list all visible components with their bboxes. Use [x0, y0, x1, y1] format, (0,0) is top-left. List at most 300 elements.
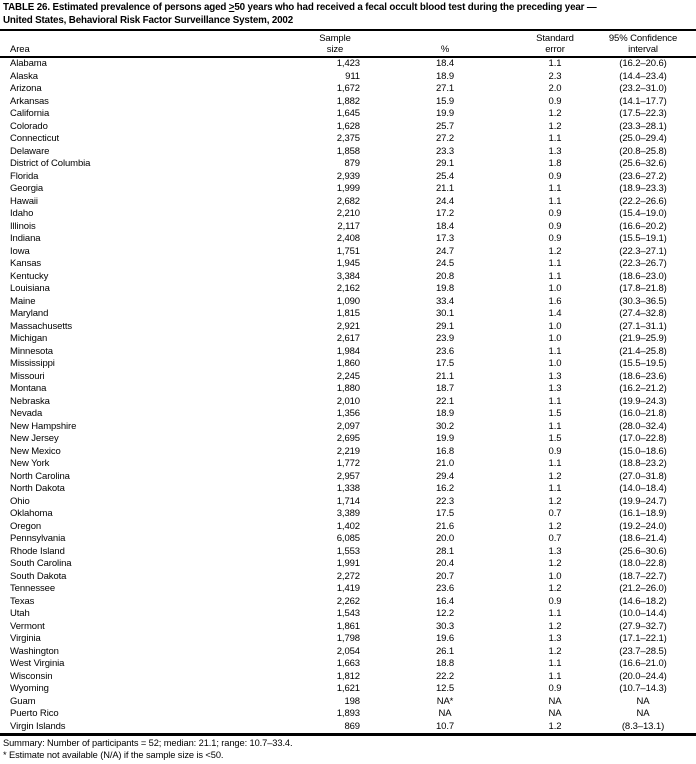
percent-cell: 26.1: [435, 645, 455, 657]
sample-size-cell: 1,858: [336, 145, 360, 157]
sample-size-cell: 1,672: [336, 83, 360, 94]
title-line-2: United States, Behavioral Risk Factor Surveillance System, 2002: [3, 14, 294, 26]
table-row: [0, 558, 696, 571]
area-cell: Oregon: [10, 520, 42, 532]
area-cell: Connecticut: [10, 133, 60, 144]
standard-error-cell: 1.2: [548, 520, 562, 532]
confidence-interval-cell: (23.2–31.0): [619, 83, 667, 94]
area-cell: Tennessee: [10, 583, 56, 594]
percent-cell: 18.7: [435, 383, 455, 394]
sample-size-cell: 2,219: [336, 445, 360, 457]
standard-error-cell: 1.1: [548, 195, 562, 207]
standard-error-cell: 0.9: [548, 683, 562, 694]
confidence-interval-cell: (15.5–19.1): [619, 233, 667, 244]
table-row: [0, 57, 696, 71]
confidence-interval-cell: (30.3–36.5): [619, 295, 667, 307]
area-cell: Illinois: [10, 220, 36, 232]
confidence-interval-cell: (22.3–27.1): [619, 245, 667, 257]
percent-cell: 22.1: [435, 395, 455, 407]
confidence-interval-cell: (27.1–31.1): [619, 320, 667, 332]
confidence-interval-cell: (15.4–19.0): [619, 208, 667, 219]
confidence-interval-cell: (14.0–18.4): [619, 483, 667, 494]
percent-cell: 17.3: [435, 233, 455, 244]
table-row: [0, 721, 696, 735]
area-cell: Virginia: [10, 633, 41, 644]
standard-error-cell: 1.2: [548, 645, 562, 657]
area-cell: Iowa: [10, 245, 30, 257]
table-row: [0, 471, 696, 484]
table-row: [0, 608, 696, 621]
percent-cell: 27.2: [435, 133, 455, 144]
standard-error-cell: 1.1: [548, 670, 562, 682]
sample-size-cell: 2,117: [337, 220, 360, 232]
percent-cell: 18.4: [435, 220, 455, 232]
table-row: [0, 696, 696, 709]
sample-size-cell: 911: [345, 70, 360, 82]
percent-cell: 21.6: [435, 520, 455, 532]
standard-error-cell: 0.7: [548, 533, 562, 544]
area-cell: Hawaii: [10, 195, 38, 207]
table-row: [0, 383, 696, 396]
sample-size-cell: 1,880: [336, 383, 360, 394]
greater-equal-symbol: >: [228, 2, 235, 13]
confidence-interval-cell: (14.6–18.2): [619, 595, 667, 607]
standard-error-cell: 1.8: [548, 158, 562, 169]
sample-size-cell: 1,860: [336, 358, 360, 369]
standard-error-cell: 0.9: [548, 445, 562, 457]
area-cell: Washington: [10, 645, 59, 657]
sample-size-cell: 3,389: [336, 508, 360, 519]
col-header-sample-line2: size: [326, 44, 344, 55]
standard-error-cell: 1.1: [548, 58, 562, 69]
table-row: [0, 83, 696, 96]
summary-note: Summary: Number of participants = 52; median: 21.1; range: 10.7–33.4.: [3, 738, 293, 748]
sample-size-cell: 1,663: [336, 658, 360, 669]
confidence-interval-cell: (21.2–26.0): [619, 583, 667, 594]
percent-cell: 19.8: [435, 283, 455, 294]
table-row: [0, 708, 696, 721]
standard-error-cell: 1.1: [548, 133, 562, 144]
area-cell: Minnesota: [10, 345, 53, 357]
area-cell: Delaware: [10, 145, 50, 157]
sample-size-cell: 1,999: [336, 183, 360, 194]
sample-size-cell: 1,714: [336, 495, 360, 507]
area-cell: Colorado: [10, 120, 48, 132]
standard-error-cell: 0.7: [548, 508, 562, 519]
sample-size-cell: 1,423: [336, 58, 360, 69]
area-cell: Kentucky: [10, 270, 49, 282]
confidence-interval-cell: NA: [636, 708, 650, 719]
area-cell: Georgia: [10, 183, 44, 194]
table-row: [0, 371, 696, 384]
sample-size-cell: 1,751: [336, 245, 360, 257]
confidence-interval-cell: (27.0–31.8): [619, 470, 667, 482]
confidence-interval-cell: (16.2–20.6): [619, 58, 667, 69]
sample-size-cell: 1,861: [336, 620, 360, 632]
percent-cell: 17.5: [435, 508, 455, 519]
table-row: [0, 658, 696, 671]
table-row: [0, 396, 696, 409]
confidence-interval-cell: NA: [636, 695, 650, 707]
standard-error-cell: NA: [548, 695, 562, 707]
area-cell: Ohio: [10, 495, 30, 507]
sample-size-cell: 198: [344, 695, 360, 707]
table-title: [0, 2, 696, 31]
percent-cell: NA*: [436, 695, 454, 707]
col-header-percent: %: [370, 31, 520, 57]
standard-error-cell: 0.9: [548, 595, 562, 607]
sample-size-cell: 2,097: [336, 420, 360, 432]
table-row: [0, 171, 696, 184]
area-cell: New Mexico: [10, 445, 61, 457]
percent-cell: 17.2: [435, 208, 455, 219]
table-row: [0, 358, 696, 371]
percent-cell: 21.1: [435, 183, 455, 194]
standard-error-cell: 1.1: [548, 183, 562, 194]
table-row: [0, 146, 696, 159]
confidence-interval-cell: (23.6–27.2): [619, 170, 667, 182]
confidence-interval-cell: (21.9–25.9): [619, 333, 667, 344]
area-cell: Puerto Rico: [10, 708, 59, 719]
sample-size-cell: 2,162: [336, 283, 360, 294]
table-row: [0, 508, 696, 521]
percent-cell: 16.8: [435, 445, 455, 457]
area-cell: Massachusetts: [10, 320, 73, 332]
standard-error-cell: 1.2: [548, 245, 562, 257]
confidence-interval-cell: (18.9–23.3): [619, 183, 667, 194]
table-row: [0, 421, 696, 434]
confidence-interval-cell: (14.1–17.7): [619, 95, 667, 107]
sample-size-cell: 1,402: [336, 520, 360, 532]
sample-size-cell: 2,245: [336, 370, 360, 382]
prevalence-table: [0, 31, 696, 736]
table-row: [0, 596, 696, 609]
area-cell: Idaho: [10, 208, 34, 219]
confidence-interval-cell: (17.8–21.8): [619, 283, 667, 294]
sample-size-cell: 2,210: [336, 208, 360, 219]
area-cell: Missouri: [10, 370, 45, 382]
confidence-interval-cell: (22.2–26.6): [619, 195, 667, 207]
sample-size-cell: 869: [300, 721, 370, 735]
standard-error-cell: 1.1: [548, 395, 562, 407]
confidence-interval-cell: (8.3–13.1): [590, 721, 696, 735]
standard-error-cell: 1.4: [548, 308, 562, 319]
standard-error-cell: 2.3: [548, 70, 562, 82]
percent-cell: 23.3: [435, 145, 455, 157]
sample-size-cell: 1,628: [336, 120, 360, 132]
confidence-interval-cell: (18.8–23.2): [619, 458, 667, 469]
standard-error-cell: 1.2: [520, 721, 590, 735]
area-cell: North Carolina: [10, 470, 70, 482]
confidence-interval-cell: (18.6–23.0): [619, 270, 667, 282]
standard-error-cell: 0.9: [548, 170, 562, 182]
area-cell: North Dakota: [10, 483, 65, 494]
percent-cell: NA: [438, 708, 452, 719]
area-cell: Texas: [10, 595, 35, 607]
area-cell: Nevada: [10, 408, 43, 419]
sample-size-cell: 2,921: [336, 320, 360, 332]
percent-cell: 17.5: [435, 358, 455, 369]
standard-error-cell: 2.0: [548, 83, 562, 94]
table-row: [0, 233, 696, 246]
standard-error-cell: 1.0: [548, 333, 562, 344]
percent-cell: 16.4: [435, 595, 455, 607]
percent-cell: 18.8: [435, 658, 455, 669]
area-cell: Florida: [10, 170, 39, 182]
standard-error-cell: 1.1: [548, 345, 562, 357]
confidence-interval-cell: (18.0–22.8): [619, 558, 667, 569]
percent-cell: 29.4: [435, 470, 455, 482]
percent-cell: 29.1: [435, 158, 455, 169]
confidence-interval-cell: (18.6–21.4): [619, 533, 667, 544]
percent-cell: 25.4: [435, 170, 455, 182]
standard-error-cell: 1.2: [548, 583, 562, 594]
standard-error-cell: 1.3: [548, 545, 562, 557]
area-cell: Arizona: [10, 83, 42, 94]
standard-error-cell: NA: [548, 708, 562, 719]
percent-cell: 10.7: [370, 721, 520, 735]
confidence-interval-cell: (18.7–22.7): [619, 570, 667, 582]
standard-error-cell: 1.6: [548, 295, 562, 307]
standard-error-cell: 1.0: [548, 283, 562, 294]
table-row: [0, 208, 696, 221]
table-row: [0, 321, 696, 334]
standard-error-cell: 1.3: [548, 383, 562, 394]
sample-size-cell: 2,617: [336, 333, 360, 344]
sample-size-cell: 2,375: [336, 133, 360, 144]
percent-cell: 18.9: [435, 70, 455, 82]
confidence-interval-cell: (16.1–18.9): [619, 508, 667, 519]
percent-cell: 33.4: [435, 295, 455, 307]
area-cell: Maine: [10, 295, 36, 307]
table-row: [0, 483, 696, 496]
area-cell: District of Columbia: [10, 158, 91, 169]
sample-size-cell: 2,957: [336, 470, 360, 482]
percent-cell: 16.2: [435, 483, 455, 494]
area-cell: Utah: [10, 608, 30, 619]
title-text-pre: TABLE 26. Estimated prevalence of persons aged: [3, 2, 229, 13]
table-row: [0, 71, 696, 84]
table-body: [0, 57, 696, 735]
standard-error-cell: 1.2: [548, 470, 562, 482]
sample-size-cell: 1,553: [336, 545, 360, 557]
standard-error-cell: 1.5: [548, 433, 562, 444]
table-row: [0, 283, 696, 296]
confidence-interval-cell: (23.3–28.1): [619, 120, 667, 132]
table-row: [0, 246, 696, 259]
confidence-interval-cell: (18.6–23.6): [619, 370, 667, 382]
sample-size-cell: 1,991: [336, 558, 360, 569]
percent-cell: 27.1: [435, 83, 455, 94]
table-row: [0, 271, 696, 284]
area-cell: South Carolina: [10, 558, 72, 569]
confidence-interval-cell: (14.4–23.4): [619, 70, 667, 82]
sample-size-cell: 2,408: [336, 233, 360, 244]
table-row: [0, 333, 696, 346]
area-cell: Alaska: [10, 70, 38, 82]
standard-error-cell: 1.2: [548, 495, 562, 507]
table-row: [0, 408, 696, 421]
confidence-interval-cell: (16.6–21.0): [619, 658, 667, 669]
area-cell: Indiana: [10, 233, 41, 244]
sample-size-cell: 1,893: [336, 708, 360, 719]
sample-size-cell: 1,882: [336, 95, 360, 107]
table-row: [0, 496, 696, 509]
area-cell: California: [10, 108, 50, 119]
confidence-interval-cell: (15.5–19.5): [619, 358, 667, 369]
sample-size-cell: 2,682: [336, 195, 360, 207]
table-footer: [0, 736, 696, 761]
standard-error-cell: 1.0: [548, 570, 562, 582]
table-row: [0, 633, 696, 646]
confidence-interval-cell: (17.0–22.8): [619, 433, 667, 444]
standard-error-cell: 1.2: [548, 558, 562, 569]
standard-error-cell: 1.0: [548, 320, 562, 332]
standard-error-cell: 1.1: [548, 483, 562, 494]
percent-cell: 20.4: [435, 558, 455, 569]
title-text-post: 50 years who had received a fecal occult blood test during the preceding year —: [234, 2, 597, 13]
table-row: [0, 571, 696, 584]
confidence-interval-cell: (19.9–24.3): [619, 395, 667, 407]
table-row: [0, 108, 696, 121]
percent-cell: 20.7: [435, 570, 455, 582]
percent-cell: 24.5: [435, 258, 455, 269]
percent-cell: 15.9: [435, 95, 455, 107]
sample-size-cell: 1,356: [336, 408, 360, 419]
table-row: [0, 183, 696, 196]
percent-cell: 18.4: [435, 58, 455, 69]
confidence-interval-cell: (21.4–25.8): [619, 345, 667, 357]
table-row: [0, 346, 696, 359]
area-cell: Maryland: [10, 308, 49, 319]
standard-error-cell: 1.3: [548, 145, 562, 157]
sample-size-cell: 2,272: [336, 570, 360, 582]
area-cell: New Hampshire: [10, 420, 77, 432]
confidence-interval-cell: (23.7–28.5): [619, 645, 667, 657]
area-cell: Guam: [10, 695, 36, 707]
col-header-se-line1: Standard: [536, 33, 574, 44]
sample-size-cell: 1,798: [336, 633, 360, 644]
percent-cell: 28.1: [435, 545, 455, 557]
table-row: [0, 446, 696, 459]
percent-cell: 25.7: [435, 120, 455, 132]
sample-size-cell: 2,054: [336, 645, 360, 657]
col-header-sample-size: [300, 31, 370, 57]
standard-error-cell: 1.1: [548, 458, 562, 469]
area-cell: Wisconsin: [10, 670, 53, 682]
sample-size-cell: 1,543: [336, 608, 360, 619]
percent-cell: 19.9: [435, 433, 455, 444]
table-row: [0, 521, 696, 534]
sample-size-cell: 1,812: [336, 670, 360, 682]
sample-size-cell: 3,384: [336, 270, 360, 282]
area-cell: Wyoming: [10, 683, 49, 694]
confidence-interval-cell: (17.1–22.1): [619, 633, 667, 644]
table-row: [0, 683, 696, 696]
standard-error-cell: 1.1: [548, 608, 562, 619]
table-row: [0, 121, 696, 134]
sample-size-cell: 1,984: [336, 345, 360, 357]
sample-size-cell: 2,695: [336, 433, 360, 444]
area-cell: New York: [10, 458, 50, 469]
standard-error-cell: 0.9: [548, 220, 562, 232]
col-header-standard-error: [520, 31, 590, 57]
area-cell: Alabama: [10, 58, 47, 69]
na-footnote: * Estimate not available (N/A) if the sample size is <50.: [3, 749, 224, 760]
percent-cell: 24.7: [435, 245, 455, 257]
standard-error-cell: 1.3: [548, 370, 562, 382]
table-row: [0, 583, 696, 596]
area-cell: Kansas: [10, 258, 42, 269]
percent-cell: 30.3: [435, 620, 455, 632]
confidence-interval-cell: (25.6–32.6): [619, 158, 667, 169]
area-cell: South Dakota: [10, 570, 67, 582]
percent-cell: 19.6: [435, 633, 455, 644]
confidence-interval-cell: (20.0–24.4): [619, 670, 667, 682]
percent-cell: 22.3: [435, 495, 455, 507]
standard-error-cell: 0.9: [548, 208, 562, 219]
area-cell: Nebraska: [10, 395, 50, 407]
percent-cell: 30.1: [435, 308, 455, 319]
confidence-interval-cell: (16.0–21.8): [619, 408, 667, 419]
confidence-interval-cell: (19.2–24.0): [619, 520, 667, 532]
confidence-interval-cell: (27.9–32.7): [619, 620, 667, 632]
standard-error-cell: 1.1: [548, 658, 562, 669]
area-cell: West Virginia: [10, 658, 65, 669]
percent-cell: 12.2: [435, 608, 455, 619]
percent-cell: 20.8: [435, 270, 455, 282]
standard-error-cell: 1.2: [548, 108, 562, 119]
standard-error-cell: 1.5: [548, 408, 562, 419]
percent-cell: 21.0: [435, 458, 455, 469]
standard-error-cell: 1.1: [548, 420, 562, 432]
table-row: [0, 458, 696, 471]
percent-cell: 12.5: [435, 683, 455, 694]
area-cell: Rhode Island: [10, 545, 65, 557]
col-header-sample-line1: Sample: [319, 33, 351, 44]
area-cell: Oklahoma: [10, 508, 53, 519]
col-header-area: Area: [0, 31, 300, 57]
standard-error-cell: 0.9: [548, 233, 562, 244]
sample-size-cell: 2,262: [336, 595, 360, 607]
percent-cell: 19.9: [435, 108, 455, 119]
area-cell: Pennsylvania: [10, 533, 66, 544]
standard-error-cell: 1.2: [548, 620, 562, 632]
area-cell: Vermont: [10, 620, 45, 632]
sample-size-cell: 1,945: [336, 258, 360, 269]
area-cell: Michigan: [10, 333, 48, 344]
sample-size-cell: 1,419: [336, 583, 360, 594]
percent-cell: 23.6: [435, 345, 455, 357]
percent-cell: 29.1: [435, 320, 455, 332]
col-header-se-line2: error: [545, 44, 565, 55]
standard-error-cell: 1.2: [548, 120, 562, 132]
sample-size-cell: 1,621: [336, 683, 360, 694]
sample-size-cell: 2,939: [336, 170, 360, 182]
percent-cell: 18.9: [435, 408, 455, 419]
confidence-interval-cell: (19.9–24.7): [619, 495, 667, 507]
area-cell: New Jersey: [10, 433, 59, 444]
standard-error-cell: 1.3: [548, 633, 562, 644]
area-cell: Mississippi: [10, 358, 55, 369]
sample-size-cell: 6,085: [336, 533, 360, 544]
table-row: [0, 296, 696, 309]
percent-cell: 23.6: [435, 583, 455, 594]
table-row: [0, 221, 696, 234]
table-row: [0, 308, 696, 321]
standard-error-cell: 1.1: [548, 258, 562, 269]
confidence-interval-cell: (28.0–32.4): [619, 420, 667, 432]
